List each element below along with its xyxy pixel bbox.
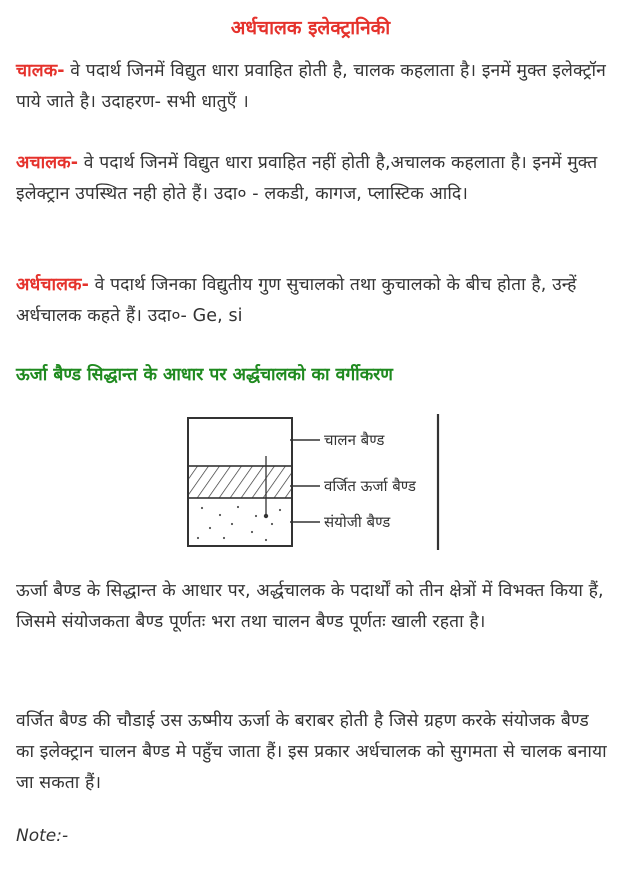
valence-band-label: संयोजी बैण्ड	[324, 513, 391, 531]
conduction-band-label: चालन बैण्ड	[324, 431, 385, 449]
semiconductor-definition	[16, 270, 608, 332]
insulator-definition	[16, 148, 608, 210]
band-theory-paragraph: ऊर्जा बैण्ड के सिद्धान्त के आधार पर, अर्द्धचालक के पदार्थों को तीन क्षेत्रों में विभक्त किया हैं, जिसमे संयोजकता बैण्ड पूर्णतः भरा तथा चालन बैण्ड पूर्णतः खाली रहता है।	[16, 581, 604, 632]
forbidden-band-region	[188, 466, 292, 498]
semiconductor-term: अर्धचालक-	[16, 275, 89, 295]
note-label: Note:-	[16, 826, 69, 846]
insulator-term: अचालक-	[16, 153, 79, 173]
valence-band-dots	[197, 506, 281, 541]
conductor-term: चालक-	[16, 61, 65, 81]
forbidden-width-paragraph: वर्जित बैण्ड की चौडाई उस ऊष्मीय ऊर्जा के बराबर होती है जिसे ग्रहण करके संयोजक बैण्ड का इलेक्ट्रान चालन बैण्ड मे पहुँच जाता हैं। इस प्रकार अर्धचालक को सुगमता से चालक बनाया जा सकता हैं।	[16, 711, 607, 793]
insulator-text: वे पदार्थ जिनमें विद्युत धारा प्रवाहित नहीं होती है,अचालक कहलाता है। इनमें मुक्त इलेक्ट्रान उपस्थित नही होते हैं। उदा० - लकडी, कागज, प्लास्टिक आदि।	[16, 153, 598, 204]
semiconductor-text: वे पदार्थ जिनका विद्युतीय गुण सुचालको तथा कुचालको के बीच होता है, उन्हें अर्धचालक कहते हैं। उदा०- Ge, si	[16, 275, 577, 326]
forbidden-band-label: वर्जित ऊर्जा बैण्ड	[324, 477, 416, 495]
conductor-definition	[16, 56, 608, 118]
energy-band-diagram	[180, 412, 450, 554]
page-title: अर्धचालक इलेक्ट्रानिकी	[230, 17, 391, 39]
band-theory-heading: ऊर्जा बैण्ड सिद्धान्त के आधार पर अर्द्धचालको का वर्गीकरण	[16, 365, 393, 385]
conductor-text: वे पदार्थ जिनमें विद्युत धारा प्रवाहित होती है, चालक कहलाता है। इनमें मुक्त इलेक्ट्रॉन पाये जाते है। उदाहरण- सभी धातुएँ ।	[16, 61, 606, 112]
